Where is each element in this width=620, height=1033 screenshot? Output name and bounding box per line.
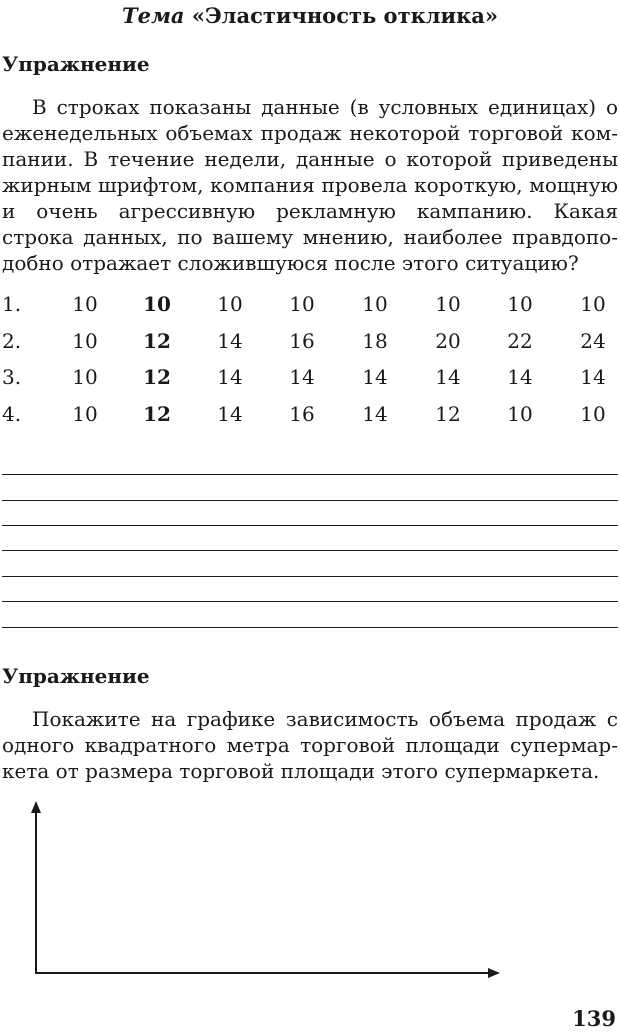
table-cell: 16: [289, 402, 315, 427]
table-cell: 10: [507, 292, 533, 316]
answer-line: [2, 627, 618, 628]
running-header-topic: Тема: [121, 3, 185, 28]
exercise-2-title: Упражнение: [2, 664, 150, 688]
row-number: 2.: [2, 328, 22, 353]
table-cell: 22: [507, 328, 533, 353]
table-cell-campaign-week: 12: [143, 328, 171, 353]
table-cell: 10: [435, 292, 461, 316]
answer-line: [2, 474, 618, 475]
exercise-2-text: Покажите на графике зависимость объема продаж с одного квадратного метра торговой площади супермаркета от размера торговой площади этого супермаркета.: [2, 707, 618, 783]
x-axis-arrow-icon: [488, 968, 500, 978]
table-cell: 10: [580, 292, 606, 316]
table-cell: 14: [507, 365, 533, 390]
running-header: [0, 4, 620, 28]
running-header-title: «Эластичность отклика»: [191, 3, 499, 28]
table-cell: 10: [72, 365, 98, 390]
table-cell: 14: [217, 402, 243, 427]
table-cell: 14: [217, 365, 243, 390]
table-cell: 10: [580, 402, 606, 427]
blank-graph-axes: [0, 795, 520, 995]
table-cell: 18: [362, 328, 388, 353]
sales-data-table: [0, 292, 620, 439]
answer-line: [2, 525, 618, 526]
table-cell: 14: [217, 328, 243, 353]
table-cell: 10: [72, 328, 98, 353]
table-cell: 10: [362, 292, 388, 316]
table-cell: 14: [362, 402, 388, 427]
answer-line: [2, 601, 618, 602]
table-cell: 16: [289, 328, 315, 353]
table-cell: 14: [362, 365, 388, 390]
table-cell: 24: [580, 328, 606, 353]
table-row: [0, 292, 620, 329]
exercise-1-text: В строках показаны данные (в условных единицах) о еженедельных объемах продаж некоторой торговой компании. В течение недели, данные о которой приведены жирным шрифтом, компания провела короткую, мощную и очень агрессивную рекламную кампанию. Какая строка данных, по вашему мнению, наиболее правдоподобно отражает сложившуюся после этого ситуацию?: [2, 95, 618, 275]
row-number: 4.: [2, 402, 22, 427]
answer-line: [2, 550, 618, 551]
table-cell: 12: [435, 402, 461, 427]
exercise-1-title: Упражнение: [2, 52, 150, 76]
row-number: 3.: [2, 365, 22, 390]
y-axis-arrow-icon: [31, 801, 41, 813]
table-cell: 10: [72, 292, 98, 316]
table-cell-campaign-week: 12: [143, 402, 171, 427]
table-cell-campaign-week: 10: [143, 292, 171, 316]
table-cell: 14: [289, 365, 315, 390]
row-number: 1.: [2, 292, 22, 316]
answer-line: [2, 576, 618, 577]
page-number: 139: [572, 1006, 616, 1031]
table-row: [0, 365, 620, 402]
answer-line: [2, 500, 618, 501]
table-cell: 10: [507, 402, 533, 427]
table-cell: 10: [217, 292, 243, 316]
table-cell: 10: [289, 292, 315, 316]
table-cell: 10: [72, 402, 98, 427]
table-row: [0, 329, 620, 366]
table-cell: 14: [435, 365, 461, 390]
table-cell: 20: [435, 328, 461, 353]
table-cell-campaign-week: 12: [143, 365, 171, 390]
table-row: [0, 402, 620, 439]
table-cell: 14: [580, 365, 606, 390]
